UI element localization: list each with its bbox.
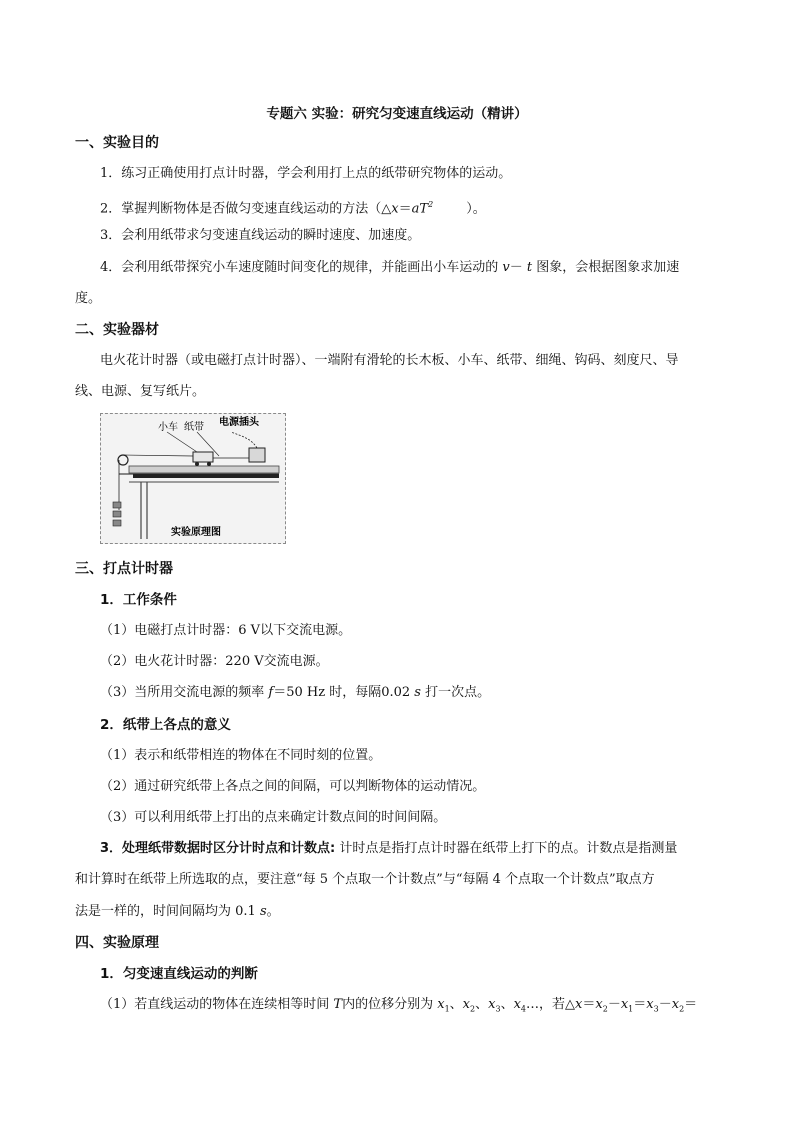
math-x4: x (513, 997, 521, 1012)
section-3-heading: 三、打点计时器 (75, 561, 173, 577)
principle-1 (100, 995, 725, 1020)
separator: 、 (475, 997, 489, 1012)
condition-3-middle: ＝50 Hz 时，每隔0.02 (273, 685, 415, 700)
math-s: s (414, 685, 421, 700)
math-superscript: 2 (428, 200, 434, 209)
math-f: f (268, 685, 274, 700)
subscript-2: 2 (470, 1004, 476, 1014)
subscript-2b: 2 (602, 1004, 608, 1014)
separator: 、 (449, 997, 463, 1012)
minus: － (658, 997, 672, 1012)
meaning-3: （3）可以利用纸带上打出的点来确定计数点间的时间间隔。 (100, 810, 447, 825)
math-v: v (502, 260, 510, 275)
objective-4 (100, 258, 725, 278)
section-1-heading: 一、实验目的 (75, 135, 159, 151)
processing-line-3 (75, 902, 725, 922)
subscript-3b: 3 (653, 1004, 659, 1014)
processing-line-3-end: 。 (266, 904, 280, 919)
math-x1b: x (620, 997, 629, 1012)
subsection-judgement: 1．匀变速直线运动的判断 (100, 966, 258, 982)
math-x3b: x (646, 997, 654, 1012)
objective-2-text: 2．掌握判断物体是否做匀变速直线运动的方法（△ (100, 201, 392, 217)
figure-caption: 实验原理图 (171, 527, 221, 538)
objective-4-text: 4．会利用纸带探究小车速度随时间变化的规律，并能画出小车运动的 (100, 260, 503, 275)
math-T: T (333, 997, 343, 1012)
math-x1: x (437, 997, 445, 1012)
processing-line-2: 和计算时在纸带上所选取的点，要注意“每 5 个点取一个计数点”与“每隔 4 个点取一个计数点”取点方 (75, 872, 655, 887)
meaning-2: （2）通过研究纸带上各点之间的间隔，可以判断物体的运动情况。 (100, 779, 486, 794)
section-4-heading: 四、实验原理 (75, 935, 159, 951)
meaning-1: （1）表示和纸带相连的物体在不同时刻的位置。 (100, 748, 382, 763)
processing-heading: 3．处理纸带数据时区分计时点和计数点: (100, 841, 336, 856)
math-x2c: x (671, 997, 680, 1012)
section-2-heading: 二、实验器材 (75, 322, 159, 338)
principle-1-text: （1）若直线运动的物体在连续相等时间 (100, 997, 334, 1012)
equals: ＝ (582, 997, 596, 1012)
condition-1: （1）电磁打点计时器：6 V以下交流电源。 (100, 623, 352, 638)
objective-3: 3．会利用纸带求匀变速直线运动的瞬时速度、加速度。 (100, 228, 421, 243)
page-title: 专题六 实验：研究匀变速直线运动（精讲） (266, 106, 528, 122)
label-car: 小车 (158, 422, 178, 433)
subscript-1: 1 (444, 1004, 450, 1014)
principle-1-middle: 内的位移分别为 (342, 997, 438, 1012)
experiment-diagram-drawing (101, 414, 285, 543)
condition-3-text: （3）当所用交流电源的频率 (100, 685, 269, 700)
subsection-point-meaning: 2．纸带上各点的意义 (100, 717, 231, 733)
experiment-diagram (100, 413, 286, 544)
math-equals: ＝ (398, 201, 412, 217)
principle-1-if: ，若△ (539, 997, 576, 1012)
math-x3: x (488, 997, 496, 1012)
processing-line-1 (100, 839, 725, 859)
separator: 、 (500, 997, 514, 1012)
math-aT: aT (411, 201, 429, 217)
math-dash: － (509, 260, 527, 275)
objective-2 (100, 195, 750, 219)
equals: ＝ (633, 997, 647, 1012)
math-x2: x (462, 997, 471, 1012)
condition-3-end: 打一次点。 (420, 685, 491, 700)
objective-4-continued: 度。 (75, 291, 102, 306)
condition-2: （2）电火花计时器：220 V交流电源。 (100, 654, 329, 669)
math-x2b: x (595, 997, 603, 1012)
subscript-2c: 2 (679, 1004, 685, 1014)
processing-line-3-text: 法是一样的，时间间隔均为 0.1 (75, 904, 260, 919)
subscript-4: 4 (520, 1004, 527, 1014)
label-power-plug: 电源插头 (219, 417, 259, 428)
condition-3 (100, 683, 750, 703)
equipment-line-1: 电火花计时器（或电磁打点计时器）、一端附有滑轮的长木板、小车、纸带、细绳、钩码、刻度尺、导 (100, 353, 679, 368)
objective-1: 1．练习正确使用打点计时器，学会利用打上点的纸带研究物体的运动。 (100, 166, 512, 181)
objective-4-text-end: 图象，会根据图象求加速 (532, 260, 680, 275)
math-t: t (526, 260, 533, 275)
equipment-line-2: 线、电源、复写纸片。 (75, 384, 206, 399)
minus: － (607, 997, 621, 1012)
subsection-working-conditions: 1．工作条件 (100, 592, 177, 608)
math-delta-x: x (575, 997, 583, 1012)
ellipsis: … (526, 997, 540, 1012)
math-x: x (391, 201, 399, 217)
subscript-3: 3 (495, 1004, 501, 1014)
equals: ＝ (684, 997, 698, 1012)
subscript-1b: 1 (628, 1004, 634, 1014)
label-tape: 纸带 (184, 422, 204, 433)
processing-text: 计时点是指打点计时器在纸带上打下的点。计数点是指测量 (335, 841, 678, 856)
objective-2-end: ）。 (433, 201, 486, 217)
math-s-unit: s (259, 904, 267, 919)
